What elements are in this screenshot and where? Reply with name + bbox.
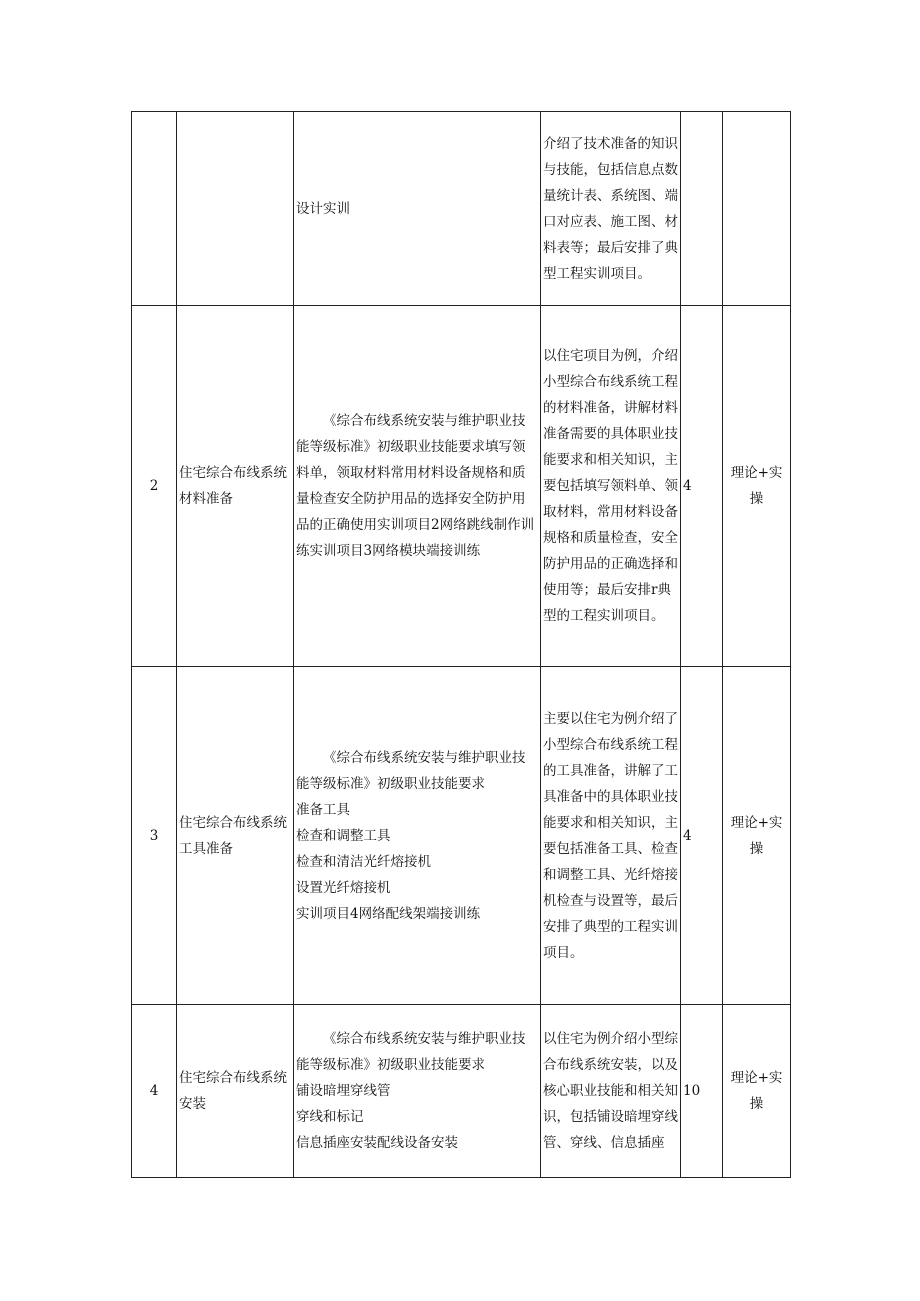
content-line: 设置光纤熔接机: [296, 879, 391, 896]
teaching-method: 理论+实操: [723, 306, 791, 667]
module-description: 主要以住宅为例介绍了小型综合布线系统工程的工具准备，讲解了工具准备中的具体职业技能要求和相关知识，主要包括准备工具、检查和调整工具、光纤熔接机检查与设置等，最后安排了典型的工程实训项目。: [541, 667, 681, 1005]
teaching-method: [723, 112, 791, 306]
table-row: [132, 667, 791, 1005]
module-hours: 4: [681, 306, 723, 667]
module-hours: 10: [681, 1005, 723, 1178]
module-name: [177, 112, 294, 306]
module-content: [294, 306, 541, 667]
course-table: [131, 111, 791, 1178]
content-line: 《综合布线系统安装与维护职业技能等级标准》初级职业技能要求填写领料单，领取材料常用材料设备规格和质量检查安全防护用品的选择安全防护用品的正确使用实训项目2网络跳线制作训练实训项目3网络模块端接训练: [296, 413, 535, 559]
module-description: 介绍了技术准备的知识与技能，包括信息点数量统计表、系统图、端口对应表、施工图、材料表等；最后安排了典型工程实训项目。: [541, 112, 681, 306]
module-name: 住宅综合布线系统材料准备: [177, 306, 294, 667]
content-line: 检查和调整工具: [296, 827, 391, 844]
table-row: [132, 1005, 791, 1178]
content-line: 信息插座安装配线设备安装: [296, 1135, 458, 1151]
content-line: 设计实训: [296, 200, 350, 217]
table-row: [132, 306, 791, 667]
module-content: [294, 667, 541, 1005]
row-number: 2: [132, 306, 177, 667]
content-line: 准备工具: [296, 801, 350, 818]
module-hours: 4: [681, 667, 723, 1005]
module-content: [294, 112, 541, 306]
module-name: 住宅综合布线系统工具准备: [177, 667, 294, 1005]
module-description: 以住宅为例介绍小型综合布线系统安装，以及核心职业技能和相关知识，包括铺设暗埋穿线管、穿线、信息插座: [541, 1005, 681, 1178]
row-number: [132, 112, 177, 306]
module-description: 以住宅项目为例，介绍小型综合布线系统工程的材料准备，讲解材料准备需要的具体职业技能要求和相关知识，主要包括填写领料单、领取材料，常用材料设备规格和质量检查，安全防护用品的正确选择和使用等；最后安排r典型的工程实训项目。: [541, 306, 681, 667]
content-line: 实训项目4网络配线架端接训练: [296, 905, 481, 922]
row-number: 4: [132, 1005, 177, 1178]
table-row: [132, 112, 791, 306]
content-line: 穿线和标记: [296, 1109, 364, 1125]
row-number: 3: [132, 667, 177, 1005]
teaching-method: 理论+实操: [723, 667, 791, 1005]
module-content: [294, 1005, 541, 1178]
content-line: 检查和清洁光纤熔接机: [296, 853, 431, 870]
teaching-method: 理论+实操: [723, 1005, 791, 1178]
module-name: 住宅综合布线系统安装: [177, 1005, 294, 1178]
content-line: 《综合布线系统安装与维护职业技能等级标准》初级职业技能要求: [296, 1031, 526, 1073]
content-line: 铺设暗埋穿线管: [296, 1083, 391, 1099]
content-line: 《综合布线系统安装与维护职业技能等级标准》初级职业技能要求: [296, 749, 526, 792]
module-hours: [681, 112, 723, 306]
